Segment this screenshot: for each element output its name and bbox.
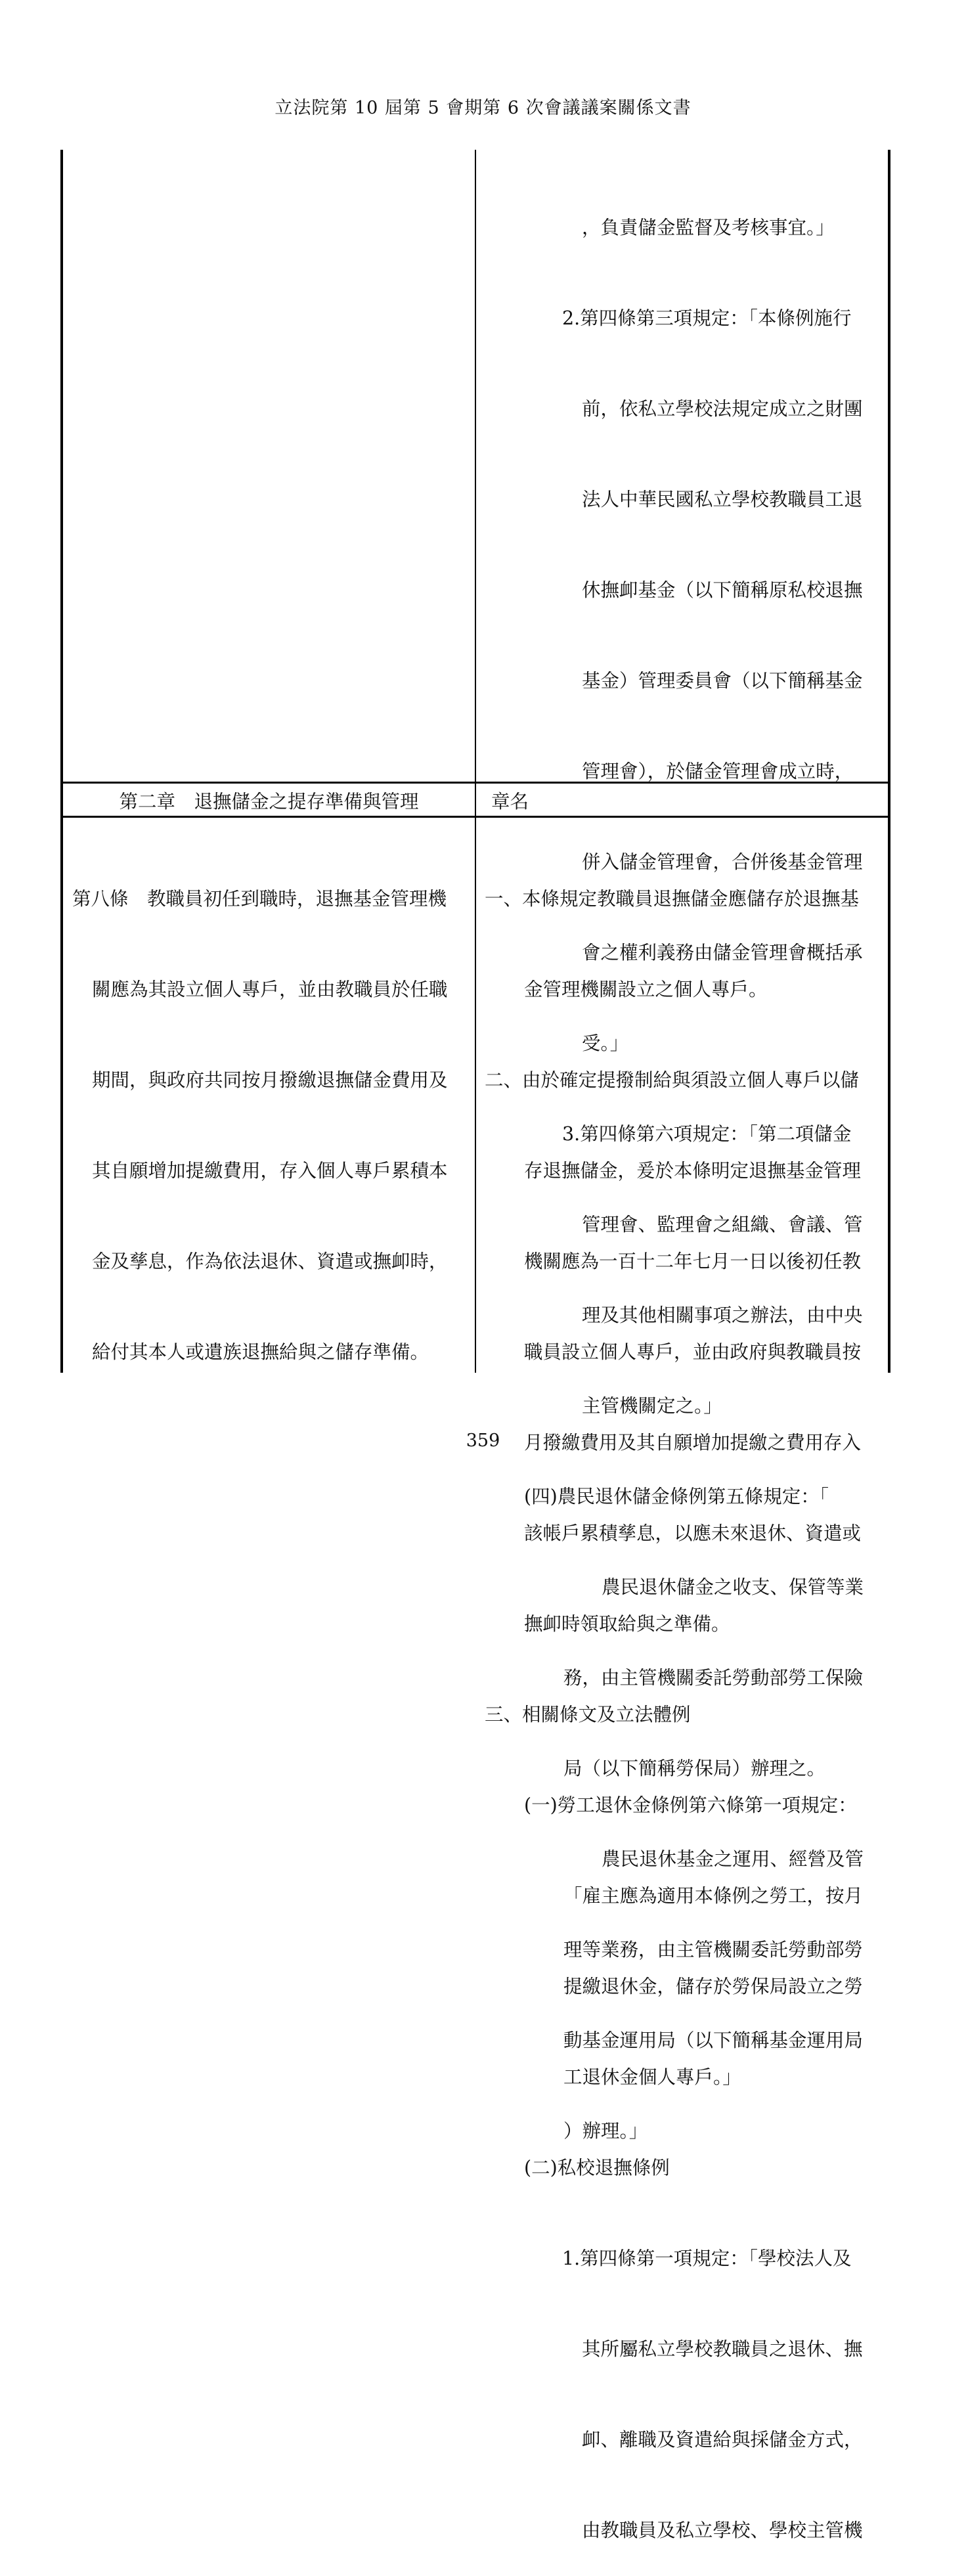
chapter-note: 章名 <box>491 791 529 812</box>
article-text-line: 金及孳息，作為依法退休、資遣或撫卹時， <box>92 1251 448 1272</box>
table-right-border <box>888 150 890 1373</box>
article-right-cell <box>485 824 885 2576</box>
explanation-line: 職員設立個人專戶，並由政府與教職員按 <box>524 1341 862 1363</box>
text-line: 基金）管理委員會（以下簡稱基金 <box>582 670 863 692</box>
table-left-border <box>60 150 63 1373</box>
text-line: 法人中華民國私立學校教職員工退 <box>582 489 863 510</box>
text-line: 農民退休儲金之收支、保管等業 <box>602 1576 864 1598</box>
explanation-line: 該帳戶累積孳息，以應未來退休、資遣或 <box>524 1522 862 1544</box>
text-line: 動基金運用局（以下簡稱基金運用局 <box>563 2030 864 2051</box>
chapter-title: 第二章 退撫儲金之提存準備與管理 <box>119 791 419 812</box>
article-text-line: 給付其本人或遺族退撫給與之儲存準備。 <box>92 1341 429 1363</box>
explanation-line: 機關應為一百十二年七月一日以後初任教 <box>524 1251 862 1272</box>
explanation-line: 金管理機關設立之個人專戶。 <box>524 979 768 1000</box>
explanation-line: 提繳退休金，儲存於勞保局設立之勞 <box>563 1976 864 1997</box>
article-text-line: 其自願增加提繳費用，存入個人專戶累積本 <box>92 1160 448 1182</box>
text-line: 管理會），於儲金管理會成立時， <box>582 761 854 782</box>
explanation-line: 存退撫儲金，爰於本條明定退撫基金管理 <box>524 1160 862 1182</box>
text-line: 理等業務，由主管機關委託勞動部勞 <box>563 1939 864 1961</box>
page-header: 立法院第 10 屆第 5 會期第 6 次會議議案關係文書 <box>274 98 692 118</box>
explanation-line: 工退休金個人專戶。」 <box>563 2066 741 2088</box>
explanation-line: 三、相關條文及立法體例 <box>485 1704 691 1725</box>
explanation-line: 撫卹時領取給與之準備。 <box>524 1613 730 1635</box>
explanation-line: 二、由於確定提撥制給與須設立個人專戶以儲 <box>485 1069 860 1091</box>
explanation-line: 月撥繳費用及其自願增加提繳之費用存入 <box>524 1432 862 1454</box>
explanation-line: 「雇主應為適用本條例之勞工，按月 <box>563 1885 864 1907</box>
text-line: 併入儲金管理會，合併後基金管理 <box>582 851 863 873</box>
text-line: 3.第四條第六項規定：「第二項儲金 <box>562 1123 852 1145</box>
explanation-line: 其所屬私立學校教職員之退休、撫 <box>582 2338 863 2360</box>
text-line: 2.第四條第三項規定：「本條例施行 <box>562 307 852 329</box>
article-text-line: 第八條 教職員初任到職時，退撫基金管理機 <box>72 888 447 910</box>
text-line: (四)農民退休儲金條例第五條規定：「 <box>524 1486 829 1507</box>
text-line: ）辦理。」 <box>563 2120 648 2142</box>
text-line: 休撫卹基金（以下簡稱原私校退撫 <box>582 579 863 601</box>
article-left-cell <box>72 824 473 1398</box>
text-line: 會之權利義務由儲金管理會概括承 <box>582 942 863 964</box>
page-number: 359 <box>466 1431 500 1451</box>
article-text-line: 期間，與政府共同按月撥繳退撫儲金費用及 <box>92 1069 448 1091</box>
article-text-line: 關應為其設立個人專戶，並由教職員於任職 <box>92 979 448 1000</box>
text-line: 前，依私立學校法規定成立之財團 <box>582 398 863 420</box>
text-line: 主管機關定之。」 <box>582 1395 722 1417</box>
text-line: 務，由主管機關委託勞動部勞工保險 <box>563 1667 864 1689</box>
explanation-line: (二)私校退撫條例 <box>524 2157 670 2179</box>
text-line: 管理會、監理會之組織、會議、管 <box>582 1214 863 1235</box>
table-center-divider <box>475 150 476 1373</box>
explanation-line: (一)勞工退休金條例第六條第一項規定： <box>524 1794 857 1816</box>
text-line: 農民退休基金之運用、經營及管 <box>602 1848 864 1870</box>
text-line: 理及其他相關事項之辦法，由中央 <box>582 1304 863 1326</box>
text-line: 受。」 <box>582 1033 629 1054</box>
explanation-line: 卹、離職及資遣給與採儲金方式， <box>582 2429 863 2451</box>
text-line: ，負責儲金監督及考核事宜。」 <box>582 217 835 238</box>
explanation-line: 由教職員及私立學校、學校主管機 <box>582 2520 863 2541</box>
text-line: 局（以下簡稱勞保局）辦理之。 <box>563 1758 826 1779</box>
explanation-line: 1.第四條第一項規定：「學校法人及 <box>562 2248 852 2269</box>
explanation-line: 一、本條規定教職員退撫儲金應儲存於退撫基 <box>485 888 860 910</box>
